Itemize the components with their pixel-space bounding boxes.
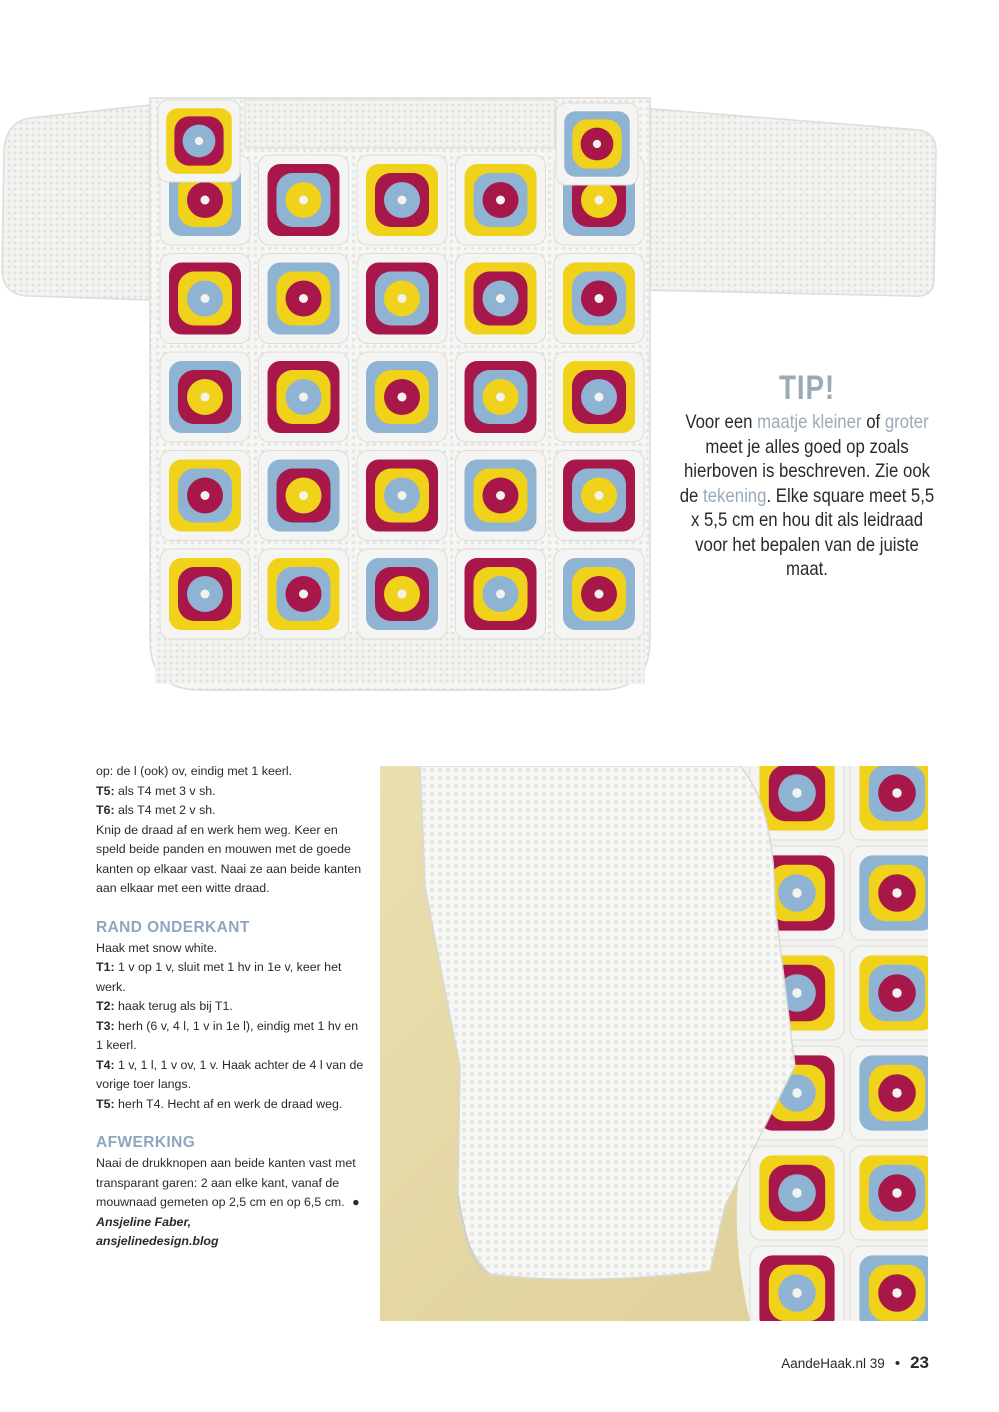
row-label: T1: (96, 960, 115, 974)
granny-square (456, 155, 546, 245)
granny-square (456, 549, 546, 639)
tip-highlight: tekening (703, 484, 767, 507)
granny-square (554, 254, 644, 344)
row-text: herh T4. Hecht af en werk de draad weg. (114, 1096, 343, 1111)
section-title-rand-onderkant: RAND ONDERKANT (96, 918, 250, 936)
granny-square (357, 549, 447, 639)
granny-square (259, 451, 349, 541)
instruction-row (96, 958, 366, 997)
granny-square (750, 1146, 844, 1240)
granny-square (556, 103, 638, 185)
row-text: herh (6 v, 4 l, 1 v in 1e l), eindig met 1 hv en 1 keerl. (96, 1018, 359, 1052)
finish-paragraph: Knip de draad af en werk hem weg. Keer en speld beide panden en mouwen met de goede kanten op elkaar vast. Naai ze aan beide kanten aan elkaar met een witte draad. (96, 822, 362, 895)
granny-square (850, 1246, 928, 1321)
tip-segment: . Elke square meet 5,5 x 5,5 cm en hou dit als leidraad voor het bepalen van de juiste maat. (690, 484, 935, 580)
row-label: T6: (96, 803, 115, 817)
granny-square (357, 352, 447, 442)
granny-square (160, 254, 250, 344)
row-text: haak terug als bij T1. (114, 999, 233, 1013)
instruction-row (96, 1017, 366, 1056)
granny-square (456, 352, 546, 442)
row-label: T2: (96, 999, 115, 1013)
granny-square (160, 352, 250, 442)
instruction-row (96, 1095, 366, 1115)
afwerking-text: Naai de drukknopen aan beide kanten vast met transparant garen: 2 aan elke kant, vanaf de mouwnaad gemeten op 2,5 cm en op 6,5 cm. (96, 1156, 356, 1209)
row-text: als T4 met 3 v sh. (114, 783, 216, 798)
row-text: 1 v, 1 l, 1 v ov, 1 v. Haak achter de 4 l van de vorige toer langs. (96, 1057, 364, 1091)
tip-box (672, 368, 942, 582)
granny-square (554, 451, 644, 541)
granny-square (259, 352, 349, 442)
granny-square (850, 1046, 928, 1140)
granny-square (554, 352, 644, 442)
row-label: T5: (96, 1096, 115, 1111)
page-number: 23 (910, 1353, 929, 1372)
publication-name: AandeHaak.nl 39 (781, 1356, 885, 1371)
instruction-row (96, 1056, 366, 1095)
granny-square (160, 451, 250, 541)
instruction-row (96, 801, 366, 821)
footer-separator: • (894, 1355, 901, 1372)
granny-square (357, 254, 447, 344)
row-label: T4: (96, 1057, 115, 1072)
afwerking-paragraph (96, 1154, 366, 1213)
granny-square (850, 1146, 928, 1240)
instruction-row (96, 782, 366, 802)
instruction-row (96, 997, 366, 1017)
granny-square (158, 100, 240, 182)
row-label: T3: (96, 1018, 115, 1033)
tip-text (678, 410, 936, 582)
row-text: 1 v op 1 v, sluit met 1 hv in 1e v, keer het werk. (96, 960, 342, 994)
author-name: Ansjeline Faber, (96, 1214, 192, 1229)
granny-square (850, 946, 928, 1040)
tip-segment: meet je alles goed op zoals hierboven is beschreven. Zie ook de (679, 435, 931, 507)
end-mark: ● (352, 1195, 360, 1209)
author-blog: ansjelinedesign.blog (96, 1234, 219, 1248)
granny-square (750, 1246, 844, 1321)
sleeve-closeup-photo (380, 766, 928, 1321)
granny-square (850, 846, 928, 940)
row-label: T5: (96, 783, 115, 798)
section1-intro: Haak met snow white. (96, 940, 218, 955)
tip-highlight: maatje kleiner (757, 411, 862, 433)
granny-square (357, 451, 447, 541)
tip-title: TIP! (779, 369, 835, 407)
granny-square (456, 254, 546, 344)
row-text: als T4 met 2 v sh. (114, 803, 216, 817)
granny-square (554, 549, 644, 639)
granny-square (160, 549, 250, 639)
tip-highlight: groter (884, 411, 929, 433)
granny-square (456, 451, 546, 541)
granny-square (259, 549, 349, 639)
rows-a (96, 782, 366, 821)
page-footer (781, 1353, 929, 1373)
tip-segment: Voor een (685, 411, 758, 433)
intro-line: op: de l (ook) ov, eindig met 1 keerl. (96, 764, 293, 778)
tip-segment: of (861, 411, 885, 433)
rows-b (96, 958, 366, 1114)
granny-square (259, 155, 349, 245)
section-title-afwerking: AFWERKING (96, 1134, 196, 1151)
granny-square (357, 155, 447, 245)
granny-square (259, 254, 349, 344)
granny-square (850, 766, 928, 840)
granny-squares (158, 100, 644, 639)
instructions-column (96, 762, 366, 1252)
